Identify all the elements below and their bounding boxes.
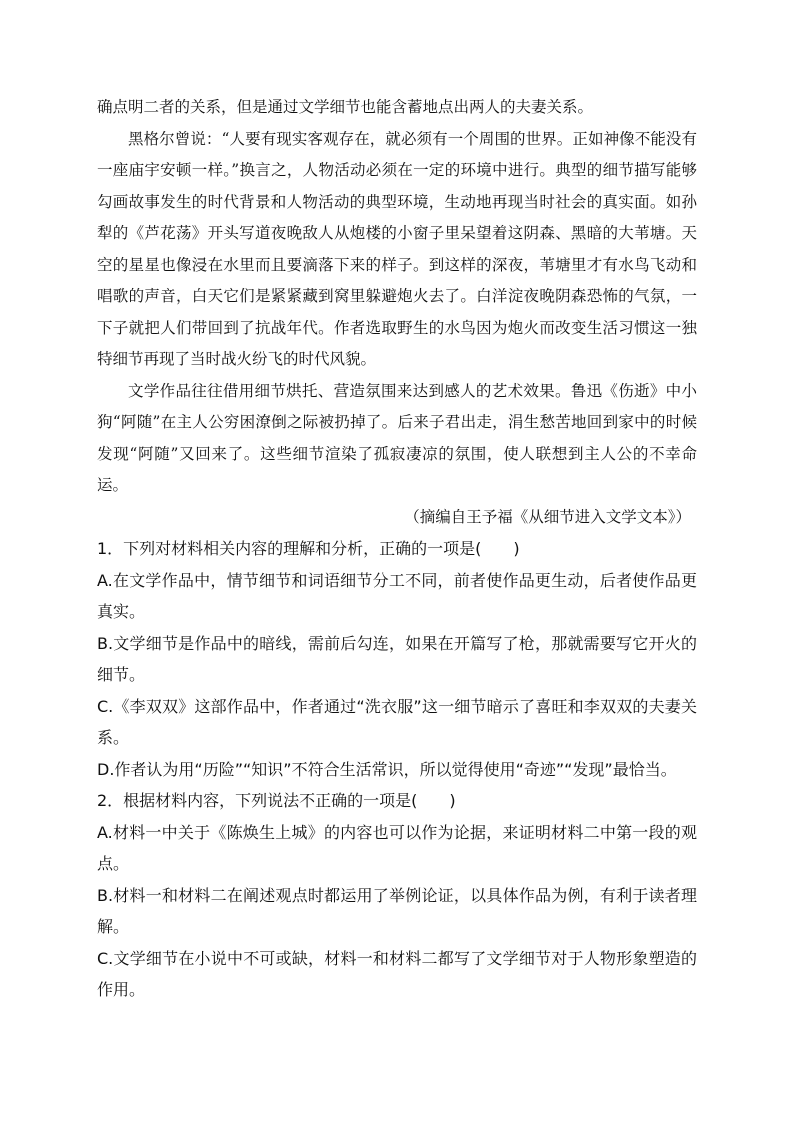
question-1 (97, 533, 697, 785)
passage-paragraph-1: 确点明二者的关系，但是通过文学细节也能含蓄地点出两人的夫妻关系。 (97, 98, 594, 116)
document-page (97, 92, 697, 1006)
option-c: C.文学细节在小说中不可或缺，材料一和材料二都写了文学细节对于人物形象塑造的作用。 (97, 948, 697, 999)
question-stem: 1．下列对材料相关内容的理解和分析，正确的一项是( ) (97, 539, 520, 558)
option-b: B.文学细节是作品中的暗线，需前后勾连，如果在开篇写了枪，那就需要写它开火的细节。 (97, 633, 697, 684)
passage (97, 92, 697, 533)
question-stem: 2．根据材料内容，下列说法不正确的一项是( ) (97, 791, 456, 810)
questions (97, 533, 697, 1006)
passage-paragraph-2: 黑格尔曾说：“人要有现实客观存在，就必须有一个周围的世界。正如神像不能没有一座庙宇安顿一样。”换言之，人物活动必须在一定的环境中进行。典型的细节描写能够勾画故事发生的时代背景和人物活动的典型环境，生动地再现当时社会的真实面。如孙犁的《芦花荡》开头写道夜晚敌人从炮楼的小窗子里呆望着这阴森、黑暗的大苇塘。天空的星星也像浸在水里而且要滴落下来的样子。到这样的深夜，苇塘里才有水鸟飞动和唱歌的声音，白天它们是紧紧藏到窝里躲避炮火去了。白洋淀夜晚阴森恐怖的气氛，一下子就把人们带回到了抗战年代。作者选取野生的水鸟因为炮火而改变生活习惯这一独特细节再现了当时战火纷飞的时代风貌。 (97, 129, 697, 368)
option-d: D.作者认为用“历险”“知识”不符合生活常识，所以觉得使用“奇迹”“发现”最恰当。 (97, 759, 677, 779)
passage-source: （摘编自王予福《从细节进入文学文本》） (404, 507, 691, 526)
option-c: C.《李双双》这部作品中，作者通过“洗衣服”这一细节暗示了喜旺和李双双的夫妻关系。 (97, 696, 697, 747)
question-2 (97, 785, 697, 1006)
option-b: B.材料一和材料二在阐述观点时都运用了举例论证，以具体作品为例，有利于读者理解。 (97, 885, 697, 936)
option-a: A.材料一中关于《陈焕生上城》的内容也可以作为论据，来证明材料二中第一段的观点。 (97, 822, 697, 873)
option-a: A.在文学作品中，情节细节和词语细节分工不同，前者使作品更生动，后者使作品更真实。 (97, 570, 697, 621)
passage-paragraph-3: 文学作品往往借用细节烘托、营造氛围来达到感人的艺术效果。鲁迅《伤逝》中小狗“阿随”在主人公穷困潦倒之际被扔掉了。后来子君出走，涓生愁苦地回到家中的时候发现“阿随”又回来了。这些细节渲染了孤寂凄凉的氛围，使人联想到主人公的不幸命运。 (97, 381, 697, 494)
